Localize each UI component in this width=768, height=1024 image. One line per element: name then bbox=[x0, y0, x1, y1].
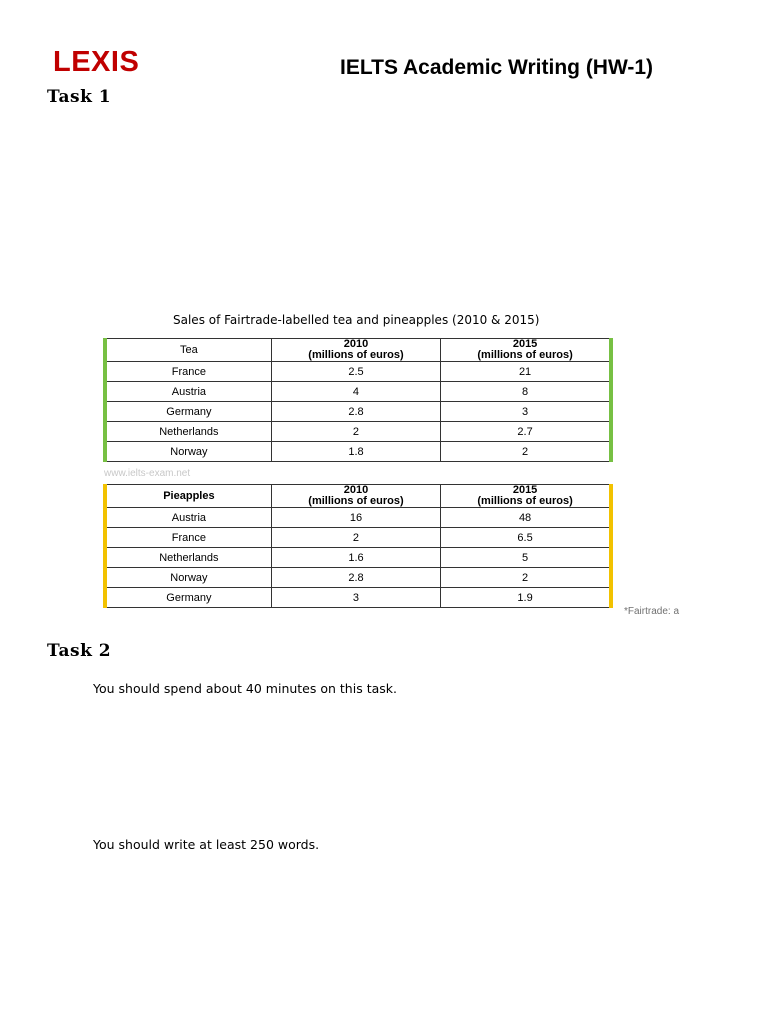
value-cell: 2 bbox=[441, 442, 611, 462]
value-cell: 3 bbox=[271, 588, 440, 608]
document-title: IELTS Academic Writing (HW-1) bbox=[340, 56, 654, 79]
pineapple-header-2010 bbox=[271, 485, 440, 508]
country-cell: Austria bbox=[105, 382, 271, 402]
value-cell: 2.8 bbox=[271, 568, 440, 588]
value-cell: 2.8 bbox=[271, 402, 440, 422]
country-cell: France bbox=[105, 528, 271, 548]
country-cell: Austria bbox=[105, 508, 271, 528]
table-row bbox=[105, 568, 611, 588]
value-cell: 5 bbox=[441, 548, 611, 568]
unit-label: (millions of euros) bbox=[308, 495, 404, 507]
value-cell: 3 bbox=[441, 402, 611, 422]
value-cell: 8 bbox=[441, 382, 611, 402]
task2-heading: Task 2 bbox=[47, 641, 112, 661]
table-row bbox=[105, 362, 611, 382]
brand-logo-text: LEXIS bbox=[53, 46, 140, 78]
value-cell: 2 bbox=[441, 568, 611, 588]
table-header-row bbox=[105, 339, 611, 362]
unit-label: (millions of euros) bbox=[308, 349, 404, 361]
table-row bbox=[105, 508, 611, 528]
unit-label: (millions of euros) bbox=[477, 495, 573, 507]
value-cell: 2 bbox=[271, 422, 440, 442]
year-label: 2010 bbox=[343, 338, 369, 350]
pineapple-header-label: Pieapples bbox=[105, 485, 271, 508]
table-caption: Sales of Fairtrade-labelled tea and pineapples (2010 & 2015) bbox=[173, 313, 540, 327]
table-row bbox=[105, 422, 611, 442]
value-cell: 21 bbox=[441, 362, 611, 382]
year-label: 2015 bbox=[512, 338, 538, 350]
table-row bbox=[105, 548, 611, 568]
task1-heading: Task 1 bbox=[47, 87, 112, 107]
value-cell: 1.8 bbox=[271, 442, 440, 462]
country-cell: Norway bbox=[105, 568, 271, 588]
country-cell: Norway bbox=[105, 442, 271, 462]
country-cell: Netherlands bbox=[105, 548, 271, 568]
pineapple-header-2015 bbox=[441, 485, 611, 508]
table-row bbox=[105, 588, 611, 608]
year-label: 2010 bbox=[343, 484, 369, 496]
value-cell: 2.7 bbox=[441, 422, 611, 442]
value-cell: 6.5 bbox=[441, 528, 611, 548]
tea-header-label: Tea bbox=[105, 339, 271, 362]
fairtrade-footnote: *Fairtrade: a bbox=[624, 606, 680, 617]
value-cell: 1.9 bbox=[441, 588, 611, 608]
value-cell: 2 bbox=[271, 528, 440, 548]
country-cell: Germany bbox=[105, 402, 271, 422]
table-row bbox=[105, 442, 611, 462]
pineapple-sales-table bbox=[103, 484, 613, 608]
value-cell: 1.6 bbox=[271, 548, 440, 568]
country-cell: Netherlands bbox=[105, 422, 271, 442]
unit-label: (millions of euros) bbox=[477, 349, 573, 361]
tea-header-2015 bbox=[441, 339, 611, 362]
year-label: 2015 bbox=[512, 484, 538, 496]
tea-sales-table bbox=[103, 338, 613, 462]
time-instruction: You should spend about 40 minutes on this task. bbox=[93, 681, 397, 696]
table-row bbox=[105, 402, 611, 422]
source-watermark: www.ielts-exam.net bbox=[104, 468, 191, 479]
value-cell: 2.5 bbox=[271, 362, 440, 382]
country-cell: Germany bbox=[105, 588, 271, 608]
table-row bbox=[105, 528, 611, 548]
table-row bbox=[105, 382, 611, 402]
value-cell: 4 bbox=[271, 382, 440, 402]
table-header-row bbox=[105, 485, 611, 508]
country-cell: France bbox=[105, 362, 271, 382]
value-cell: 48 bbox=[441, 508, 611, 528]
tea-header-2010 bbox=[271, 339, 440, 362]
word-count-instruction: You should write at least 250 words. bbox=[93, 837, 320, 852]
value-cell: 16 bbox=[271, 508, 440, 528]
